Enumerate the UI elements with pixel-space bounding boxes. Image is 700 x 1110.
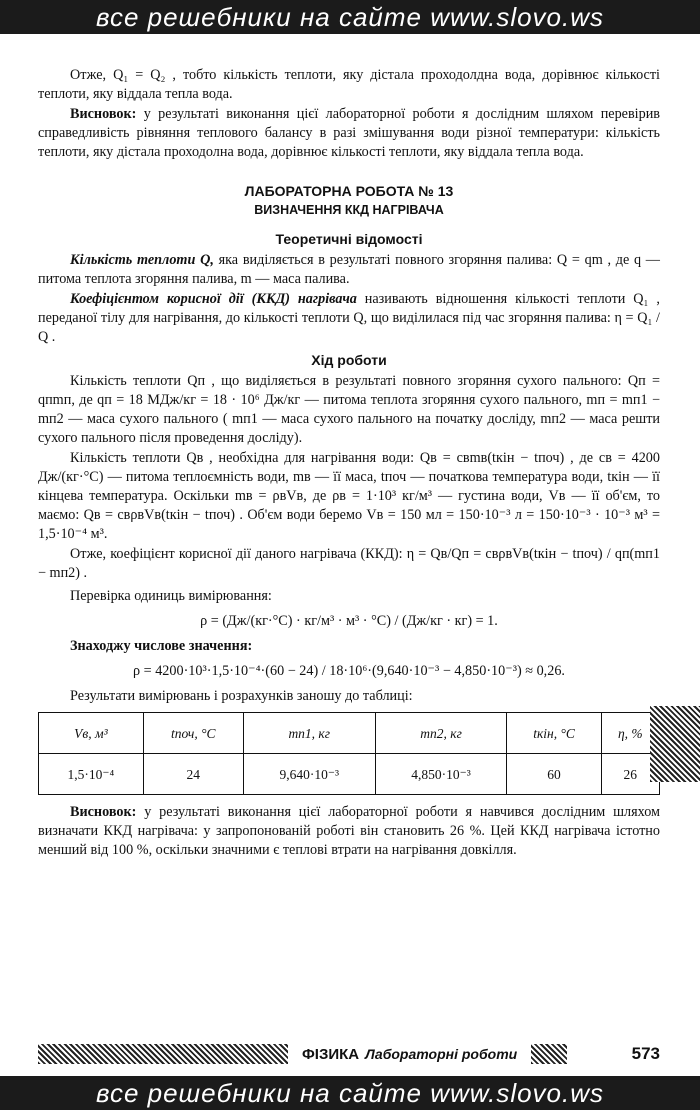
theory-paragraph-2 [38, 290, 660, 347]
lab-subtitle: ВИЗНАЧЕННЯ ККД НАГРІВАЧА [254, 203, 444, 217]
table-intro: Результати вимірювань і розрахунків заношу до таблиці: [70, 688, 413, 704]
table-header-row [39, 713, 660, 754]
step-1: Кількість теплоти Qп , що виділяється в результаті повного згоряння сухого пального: Qп = qпmп, де qп = 18 МДж/кг = 18 · 10⁶ Дж/кг — питома теплота згоряння сухого пального, mп = mп1 − mп2 — маса сухого пального ( mп1 — маса сухого пального на початку досліду, mп2 — маса решти сухого пального після проведення досліду). [38, 373, 660, 446]
page-footer [38, 1042, 660, 1066]
table-header: tпоч, °С [143, 713, 243, 754]
table-header: η, % [601, 713, 659, 754]
table-header: tкін, °С [507, 713, 601, 754]
table-cell: 60 [507, 754, 601, 795]
numeric-heading: Знаходжу числове значення: [70, 638, 253, 654]
conclusion-1 [38, 105, 660, 162]
page-number: 573 [631, 1044, 660, 1063]
table-cell: 4,850·10⁻³ [375, 754, 507, 795]
theory-text-1: яка виділяється в результаті повного згоряння палива: Q = qm , де q — питома теплота згоряння палива, m — маса палива. [38, 252, 660, 287]
theory-term-1: Кількість теплоти Q, [70, 252, 214, 268]
conclusion-1-text: у результаті виконання цієї лабораторної роботи я дослідним шляхом перевірив справедливість рівняння теплового балансу в разі змішування води різної температури: кількість теплоти, яку дістала проходолна вода, дорівнює кількості теплоти, яку віддала тепла вода. [38, 106, 660, 160]
table-cell: 24 [143, 754, 243, 795]
footer-subject: ФІЗИКА [302, 1045, 360, 1063]
conclusion-1-label: Висновок: [70, 106, 137, 122]
footer-hatch-left [38, 1044, 288, 1064]
step-2: Кількість теплоти Qв , необхідна для нагрівання води: Qв = cвmв(tкін − tпоч) , де cв = 4200 Дж/(кг·°С) — питома теплоємність води, mв — її маса, tпоч — початкова температура води, tкін — її кінцева температура. Оскільки mв = ρвVв, де ρв = 1·10³ кг/м³ — густина води, Vв — її об'єм, то маємо: Qв = cвρвVв(tкін − tпоч) . Об'єм води беремо Vв = 150 мл = 150·10⁻³ л = 150·10⁻³ · 10⁻³ м³ = 1,5·10⁻⁴ м³. [38, 450, 660, 542]
conclusion-2-label: Висновок: [70, 804, 137, 820]
theory-term-2: Коефіцієнтом корисної дії (ККД) нагрівача [70, 291, 357, 307]
page-content [38, 66, 660, 861]
units-heading: Перевірка одиниць вимірювання: [70, 588, 272, 604]
watermark-bottom: все решебники на сайте www.slovo.ws [0, 1076, 700, 1110]
footer-hatch-right [531, 1044, 567, 1064]
table-header: mп2, кг [375, 713, 507, 754]
lab-title: ЛАБОРАТОРНА РОБОТА № 13 [244, 183, 454, 199]
table-row [39, 754, 660, 795]
conclusion-2-text: у результаті виконання цієї лабораторної роботи я навчився дослідним шляхом визначати ККД нагрівача: у запропонованій роботі він становить 26 %. Цей ККД нагрівача істотно менший від 100 %, оскільки значними є теплові втрати на нагрівання довкілля. [38, 804, 660, 858]
theory-text-2: називають відношення кількості теплоти Q₁ , переданої тілу для нагрівання, до кількості теплоти Q, що виділилася під час згоряння палива: η = Q₁ / Q . [38, 291, 660, 345]
results-table [38, 712, 660, 795]
side-tab-decoration [650, 706, 700, 782]
footer-section: Лабораторні роботи [365, 1046, 518, 1062]
step-3: Отже, коефіцієнт корисної дії даного нагрівача (ККД): η = Qв/Qп = cвρвVв(tкін − tпоч) / qп(mп1 − mп2) . [38, 546, 660, 581]
theory-paragraph-1 [38, 251, 660, 289]
numeric-equation: ρ = 4200·10³·1,5·10⁻⁴·(60 − 24) / 18·10⁶·(9,640·10⁻³ − 4,850·10⁻³) ≈ 0,26. [133, 663, 565, 679]
progress-heading: Хід роботи [311, 352, 387, 368]
table-header: mп1, кг [243, 713, 375, 754]
table-cell: 9,640·10⁻³ [243, 754, 375, 795]
table-cell: 26 [601, 754, 659, 795]
table-cell: 1,5·10⁻⁴ [39, 754, 144, 795]
watermark-top: все решебники на сайте www.slovo.ws [0, 0, 700, 34]
table-header: Vв, м³ [39, 713, 144, 754]
theory-heading: Теоретичні відомості [275, 231, 423, 247]
units-equation: ρ = (Дж/(кг·°С) · кг/м³ · м³ · °С) / (Дж/кг · кг) = 1. [200, 613, 498, 629]
paragraph-equality: Отже, Q₁ = Q₂ , тобто кількість теплоти, яку дістала проходолдна вода, дорівнює кількості теплоти, яку віддала тепла вода. [38, 67, 660, 102]
conclusion-2 [38, 803, 660, 860]
